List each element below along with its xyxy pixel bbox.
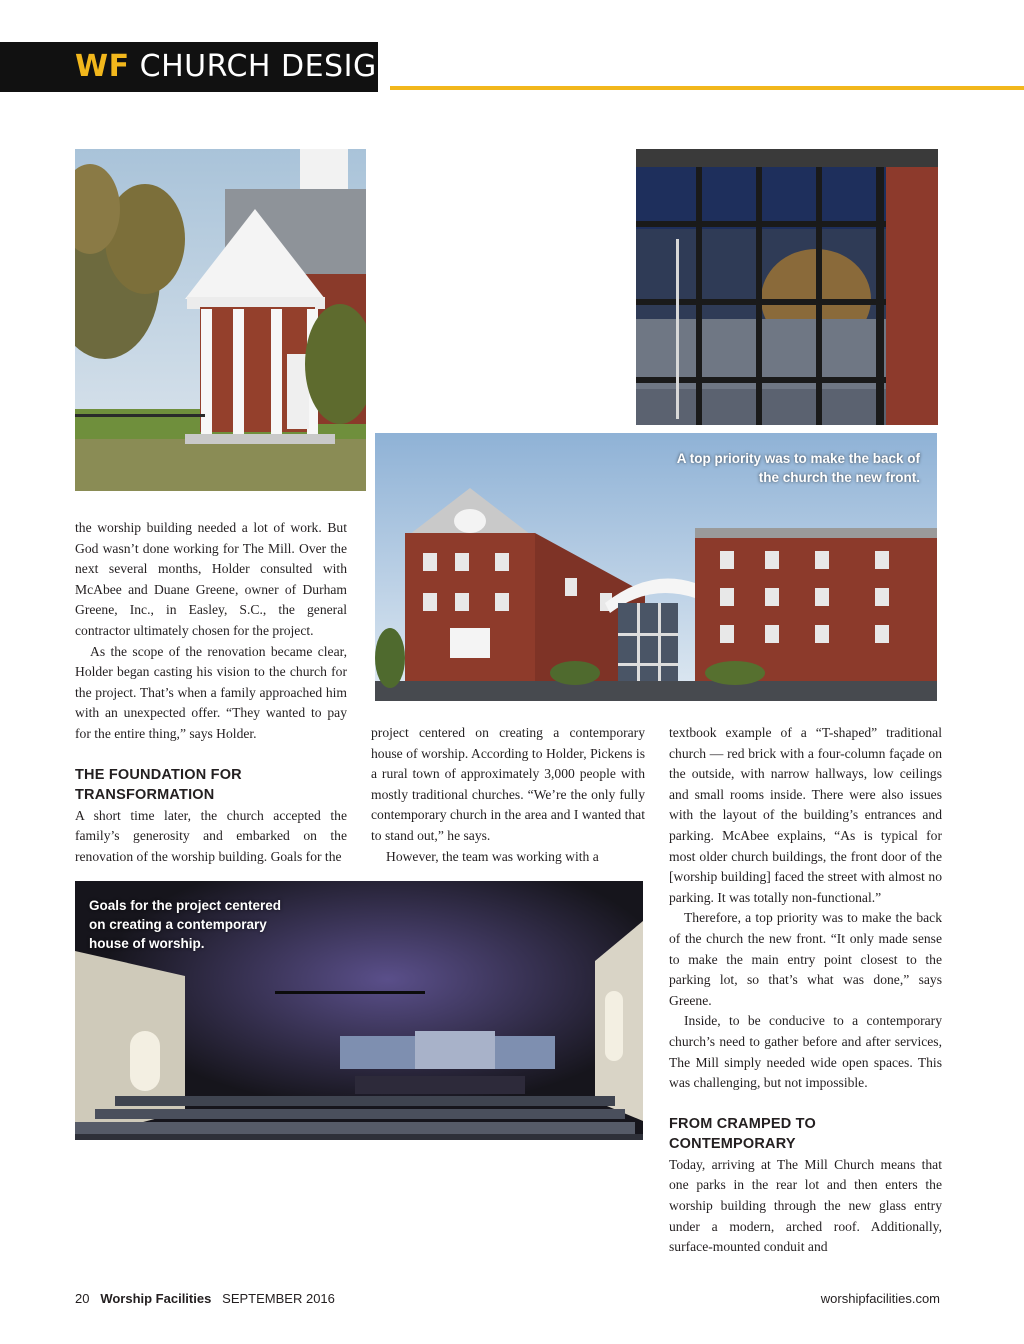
issue-date: SEPTEMBER 2016 <box>222 1291 335 1306</box>
caption-line: house of worship. <box>89 936 205 951</box>
magazine-name: Worship Facilities <box>100 1291 212 1306</box>
page-number: 20 <box>75 1291 90 1306</box>
front-photo-caption <box>600 449 920 487</box>
body-paragraph: However, the team was working with a <box>386 848 599 864</box>
section-label: CHURCH DESIGN <box>139 49 400 84</box>
website-url: worshipfacilities.com <box>820 1291 940 1306</box>
caption-line: A top priority was to make the back of <box>676 451 920 466</box>
brand-label: WF <box>75 49 130 84</box>
caption-line: on creating a contemporary <box>89 917 267 932</box>
section-heading <box>75 765 347 806</box>
body-paragraph: A short time later, the church accepted the family’s generosity and embarked on the renovation of the worship building. Goals for the <box>75 807 347 864</box>
section-heading: FROM CRAMPED TO CONTEMPORARY <box>669 1115 816 1153</box>
caption-line: Goals for the project centered <box>89 898 282 913</box>
header-rule <box>390 86 1024 90</box>
sanctuary-photo-caption <box>89 896 349 953</box>
old-brick-church-photo <box>75 149 366 491</box>
page-footer-right <box>821 1290 940 1308</box>
body-paragraph: textbook example of a “T-shaped” traditional church — red brick with a four-column façade on the outside, with narrow hallways, low ceilings and small rooms inside. There were also issues with the layout of the building’s entrances and parking. McAbee explains, “As is typical for most older church buildings, the front door of the [worship building] faced the street with almost no parking. It was totally non-functional.” <box>669 725 942 905</box>
article-column-2 <box>371 723 645 867</box>
body-paragraph: project centered on creating a contemporary house of worship. According to Holder, Pickens is a rural town of approximately 3,000 people with mostly traditional churches. “We’re the only fully contemporary church in the area and I wanted that to stand out,” he says. <box>371 725 645 843</box>
body-paragraph: Today, arriving at The Mill Church means that one parks in the rear lot and then enters the worship building through the new glass entry under a modern, arched roof. Additionally, surface-mounted conduit and <box>669 1156 942 1255</box>
article-column-1 <box>75 518 347 868</box>
body-paragraph: the worship building needed a lot of work. But God wasn’t done working for The Mill. Over the next several months, Holder consulted with McAbee and Duane Greene, owner of Durham Greene, Inc., in Easley, S.C., the general contractor ultimately chosen for the project. <box>75 520 347 638</box>
glass-entry-windows-photo <box>636 149 938 425</box>
section-title <box>75 49 400 85</box>
body-paragraph: As the scope of the renovation became clear, Holder began casting his vision to the church for the project. That’s when a family approached him with an unexpected offer. “They wanted to pay for the entire thing,” says Holder. <box>75 643 347 741</box>
body-paragraph: Therefore, a top priority was to make the back of the church the new front. “It only made sense to make the main entry point closest to the parking lot, so that’s what was done,” says Greene. <box>669 910 942 1008</box>
article-column-3 <box>669 723 942 1258</box>
page-footer-left <box>75 1290 335 1308</box>
caption-line: the church the new front. <box>758 470 920 485</box>
heading-line: THE FOUNDATION FOR <box>75 766 242 783</box>
heading-line: TRANSFORMATION <box>75 787 215 804</box>
body-paragraph: Inside, to be conducive to a contemporary church’s need to gather before and after services, The Mill simply needed wide open spaces. This was challenging, but not impossible. <box>669 1013 942 1091</box>
